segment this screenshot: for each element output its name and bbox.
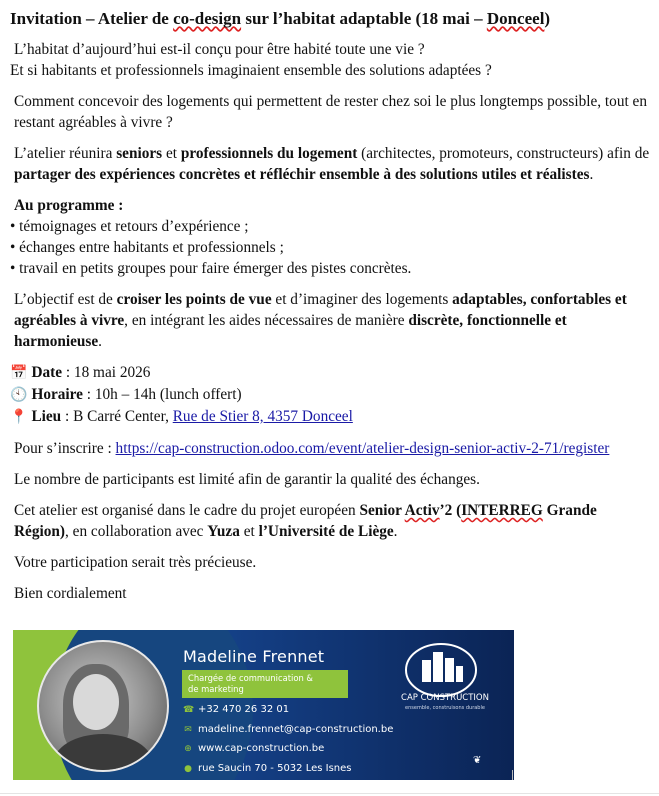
logo-tagline: ensemble, construisons durable bbox=[405, 705, 485, 711]
signature-website: ⊕ www.cap-construction.be bbox=[184, 743, 325, 754]
globe-icon: ⊕ bbox=[184, 744, 192, 754]
spellcheck-word: Donceel bbox=[486, 9, 545, 28]
clock-icon: 🕙 bbox=[10, 388, 28, 403]
signature-role: Chargée de communication & de marketing bbox=[182, 670, 348, 698]
signature-address: ● rue Saucin 70 - 5032 Les Isnes bbox=[184, 763, 352, 774]
mail-icon: ✉ bbox=[184, 725, 192, 735]
wallonia-logo-icon: ❦ bbox=[473, 755, 482, 766]
signature-name: Madeline Frennet bbox=[183, 647, 325, 666]
email-body bbox=[10, 8, 650, 614]
limit-paragraph: Le nombre de participants est limité afin de garantir la qualité des échanges. bbox=[14, 471, 480, 488]
programme-section bbox=[10, 195, 650, 279]
page-corner-mark bbox=[512, 770, 521, 780]
intro-paragraph: L’habitat d’aujourd’hui est-il conçu pour être habité toute une vie ? Et si habitants et professionnels imaginaient ensemble des solutions adaptées ? bbox=[10, 41, 492, 79]
register-link[interactable]: https://cap-construction.odoo.com/event/atelier-design-senior-activ-2-71/register bbox=[115, 440, 610, 457]
calendar-icon: 📅 bbox=[10, 366, 28, 381]
participants-paragraph: L’atelier réunira seniors et professionnels du logement (architectes, promoteurs, constructeurs) afin de partager des expériences concrètes et réfléchir ensemble à des solutions utiles et réalistes. bbox=[14, 145, 650, 183]
pin-icon: 📍 bbox=[10, 410, 28, 425]
programme-item: • travail en petits groupes pour faire émerger des pistes concrètes. bbox=[10, 260, 412, 277]
avatar bbox=[37, 640, 169, 772]
closing-paragraph: Bien cordialement bbox=[14, 585, 127, 602]
location-icon: ● bbox=[184, 764, 192, 774]
email-signature-banner bbox=[13, 630, 514, 780]
logo-text: CAP CONSTRUCTION bbox=[401, 693, 489, 703]
signature-email: ✉ madeline.frennet@cap-construction.be bbox=[184, 724, 394, 735]
precious-paragraph: Votre participation serait très précieuse. bbox=[14, 554, 257, 571]
programme-item: • échanges entre habitants et professionnels ; bbox=[10, 239, 284, 256]
signature-phone: ☎ +32 470 26 32 01 bbox=[183, 704, 290, 715]
page-bottom-border bbox=[0, 793, 659, 794]
project-paragraph: Cet atelier est organisé dans le cadre du projet européen Senior Activ’2 (INTERREG Grande Région), en collaboration avec Yuza et l’Université de Liège. bbox=[14, 502, 597, 540]
document-title: Invitation – Atelier de co-design sur l’habitat adaptable (18 mai – Donceel) bbox=[10, 9, 551, 28]
spellcheck-word: co-design bbox=[173, 9, 242, 28]
event-details: 📅 Date : 18 mai 2026 🕙 Horaire : 10h – 14h (lunch offert) 📍 Lieu : B Carré Center, Rue de Stier 8, 4357 Donceel bbox=[10, 364, 353, 425]
programme-item: • témoignages et retours d’expérience ; bbox=[10, 218, 249, 235]
register-paragraph: Pour s’inscrire : https://cap-construction.odoo.com/event/atelier-design-senior-activ-2-71/register bbox=[14, 440, 610, 457]
address-link[interactable]: Rue de Stier 8, 4357 Donceel bbox=[172, 408, 353, 425]
question-paragraph: Comment concevoir des logements qui permettent de rester chez soi le plus longtemps possible, tout en restant agréables à vivre ? bbox=[14, 93, 647, 131]
phone-icon: ☎ bbox=[183, 705, 195, 715]
objective-paragraph: L’objectif est de croiser les points de vue et d’imaginer des logements adaptables, confortables et agréables à vivre, en intégrant les aides nécessaires de manière discrète, fonctionnelle et harmonieuse. bbox=[14, 291, 627, 350]
programme-title: Au programme : bbox=[14, 197, 124, 214]
